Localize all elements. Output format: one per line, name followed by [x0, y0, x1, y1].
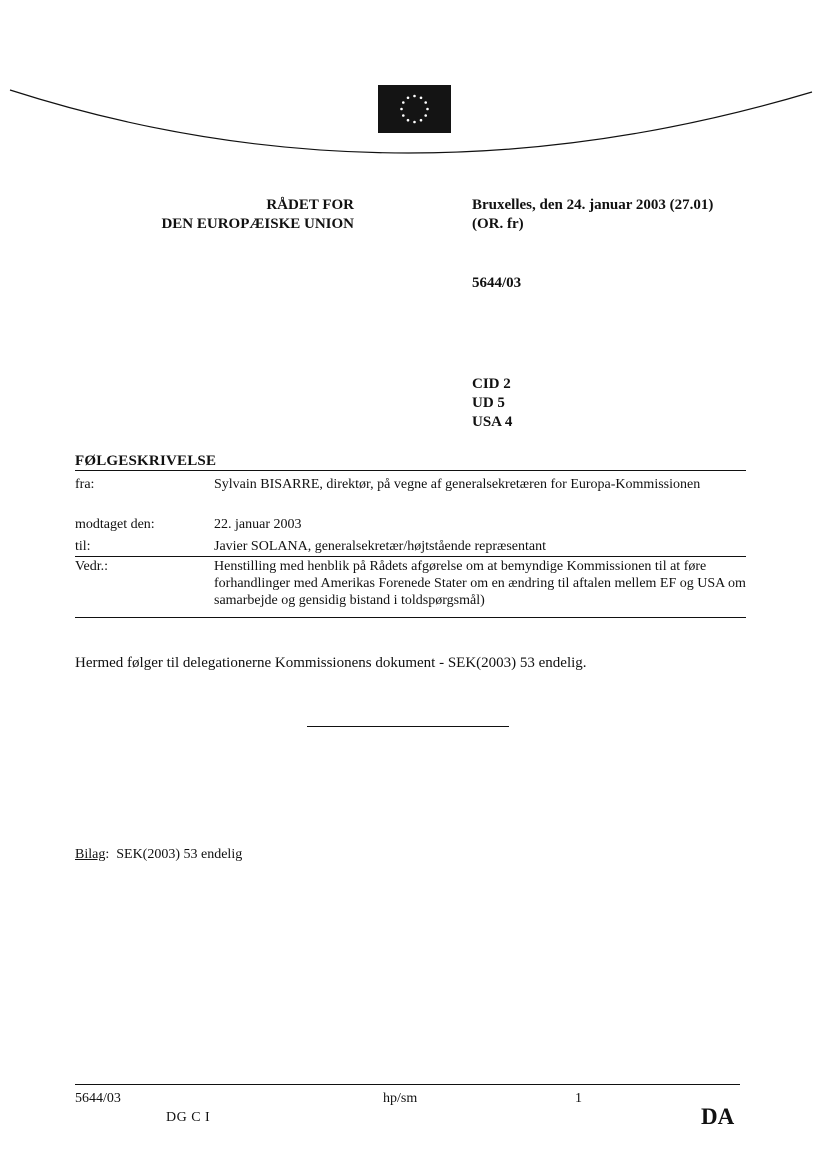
to-value: Javier SOLANA, generalsekretær/højtstående repræsentant — [214, 539, 547, 554]
cover-note-title: FØLGESKRIVELSE — [75, 453, 217, 469]
divider — [75, 556, 746, 557]
from-label: fra: — [75, 477, 95, 492]
document-number: 5644/03 — [472, 275, 522, 291]
council-name — [120, 196, 354, 234]
code-item: UD 5 — [472, 395, 505, 411]
eu-flag-icon — [378, 85, 451, 133]
footer-doc-number: 5644/03 — [75, 1091, 121, 1106]
footer-dg: DG C I — [166, 1110, 211, 1125]
code-item: USA 4 — [472, 414, 513, 430]
divider — [75, 470, 746, 471]
received-value: 22. januar 2003 — [214, 517, 302, 532]
annex-text: SEK(2003) 53 endelig — [116, 847, 243, 862]
council-line-1: RÅDET FOR — [266, 197, 354, 213]
page-number: 1 — [575, 1091, 582, 1106]
from-value: Sylvain BISARRE, direktør, på vegne af generalsekretæren for Europa-Kommissionen — [214, 477, 701, 492]
original-language: (OR. fr) — [472, 216, 524, 232]
document-meta — [472, 196, 713, 234]
received-label: modtaget den: — [75, 517, 155, 532]
footer-initials: hp/sm — [383, 1091, 418, 1106]
annex-label: Bilag — [75, 847, 106, 862]
council-line-2: DEN EUROPÆISKE UNION — [161, 216, 354, 232]
annex-colon: : — [105, 847, 117, 862]
to-label: til: — [75, 539, 91, 554]
subject-value: Henstilling med henblik på Rådets afgørelse om at bemyndige Kommissionen til at føre forhandlinger med Amerikas Forenede Stater om en ændring til aftalen mellem EF og USA om samarbejde og gensidig bistand i toldspørgsmål) — [214, 559, 746, 608]
divider — [75, 617, 746, 618]
subject-label: Vedr.: — [75, 559, 109, 574]
place-date: Bruxelles, den 24. januar 2003 (27.01) — [472, 197, 714, 213]
eu-stars — [378, 85, 451, 133]
separator-line — [307, 726, 509, 727]
annex — [75, 846, 242, 863]
body-text: Hermed følger til delegationerne Kommissionens dokument - SEK(2003) 53 endelig. — [75, 655, 587, 671]
language-code: DA — [701, 1104, 735, 1129]
footer-divider — [75, 1084, 740, 1085]
classification-codes — [472, 375, 512, 432]
code-item: CID 2 — [472, 376, 511, 392]
